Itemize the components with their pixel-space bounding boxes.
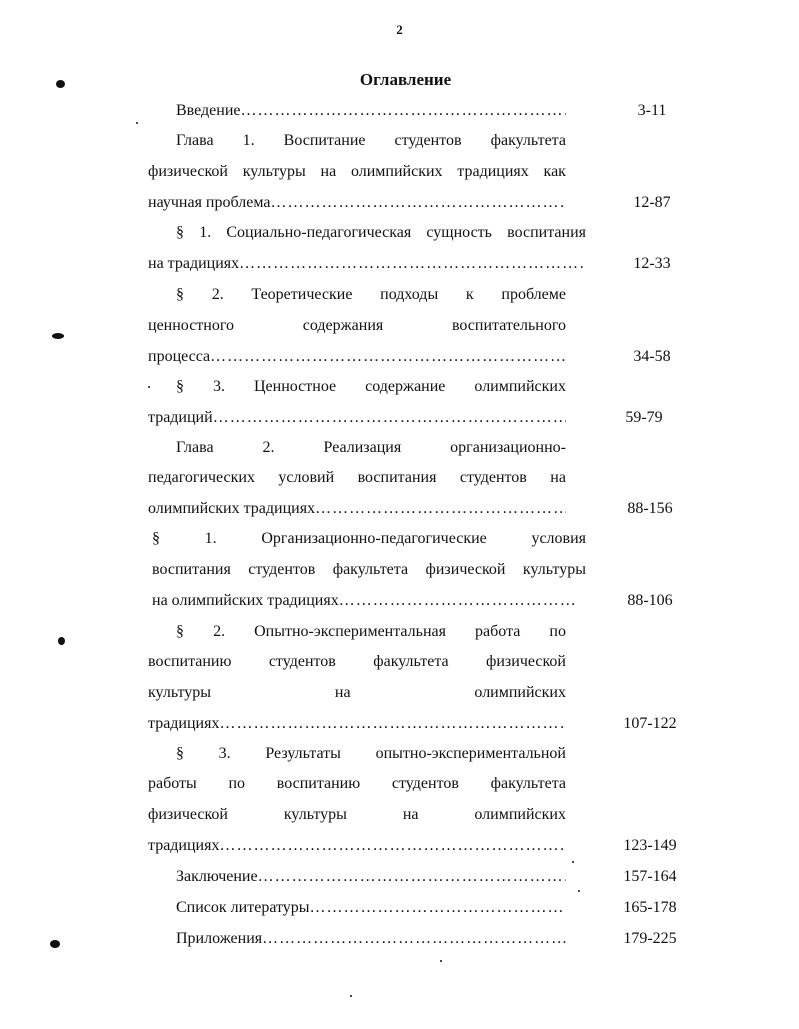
toc-word: воспитания [152, 561, 231, 578]
toc-word: факультета [332, 561, 409, 578]
toc-word: студентов [391, 775, 459, 792]
toc-entry-text [176, 222, 586, 244]
toc-word: воспитанию [148, 653, 232, 670]
scan-mark [52, 333, 64, 339]
toc-page-ref: 157-164 [623, 868, 677, 885]
toc-entry-text: научная проблема [148, 194, 271, 211]
toc-entry-section-2-1-line-1[interactable] [152, 528, 586, 550]
toc-word: содержание [365, 378, 446, 395]
toc-entry-text [148, 682, 566, 704]
toc-entry-section-2-3-line-3 [148, 804, 566, 826]
toc-word: культуры [242, 163, 306, 180]
toc-word: Организационно-педагогические [261, 530, 487, 547]
toc-entry-text [176, 621, 566, 643]
toc-word: олимпийских [474, 684, 566, 701]
toc-word: по [549, 623, 566, 640]
toc-word: на [334, 684, 351, 701]
scan-mark [58, 637, 65, 645]
scan-mark [50, 940, 60, 948]
toc-entry-chapter-2-line-3[interactable] [148, 498, 566, 520]
toc-entry-chapter-1-line-3[interactable] [148, 192, 566, 214]
toc-entry-section-1-1-line-1[interactable] [176, 222, 586, 244]
toc-entry-text [176, 284, 566, 306]
toc-entry-label: Приложения [176, 930, 263, 947]
toc-entry-text [176, 376, 566, 398]
toc-word: студентов [268, 653, 336, 670]
toc-word: Социально-педагогическая [226, 224, 412, 241]
toc-page-ref: 59-79 [625, 409, 663, 426]
page-number: 2 [396, 22, 403, 37]
toc-word: студентов [248, 561, 316, 578]
scan-mark [572, 861, 574, 863]
scan-mark [350, 995, 352, 997]
toc-entry-text: традициях [148, 715, 220, 732]
toc-entry-introduction[interactable] [176, 100, 566, 122]
toc-entry-section-2-2-line-2 [148, 651, 566, 673]
toc-word: к [465, 286, 474, 303]
toc-word: ценностного [148, 317, 235, 334]
toc-word: традициях [457, 163, 529, 180]
toc-word: факультета [490, 132, 566, 149]
toc-page-ref: 107-122 [623, 715, 677, 732]
toc-entry-section-1-1-line-2[interactable] [148, 253, 584, 275]
toc-word: работа [475, 623, 521, 640]
toc-entry-section-2-3-line-4[interactable] [148, 835, 566, 857]
toc-entry-text [148, 315, 566, 337]
toc-entry-text: традициях [148, 837, 220, 854]
toc-word: студентов [394, 132, 462, 149]
toc-word: подходы [380, 286, 439, 303]
toc-entry-text [176, 743, 566, 765]
toc-entry-text [152, 559, 586, 581]
toc-word: культуры [283, 806, 347, 823]
toc-entry-appendices[interactable] [176, 928, 566, 950]
toc-word: по [228, 775, 246, 792]
toc-entry-section-2-2-line-4[interactable] [148, 713, 566, 735]
toc-page-ref: 88-106 [627, 592, 673, 609]
toc-entry-label: Введение [176, 102, 241, 119]
toc-entry-text [148, 467, 566, 489]
toc-page-ref: 123-149 [623, 837, 677, 854]
toc-entry-label: Заключение [176, 868, 258, 885]
toc-word: 3. [218, 745, 231, 762]
toc-entry-chapter-1-line-2 [148, 161, 566, 183]
toc-word: Реализация [323, 439, 402, 456]
toc-word: условия [531, 530, 586, 547]
toc-word: опытно-экспериментальной [375, 745, 566, 762]
toc-entry-section-2-2-line-1[interactable] [176, 621, 566, 643]
toc-entry-text: на олимпийских традициях [152, 592, 339, 609]
toc-word: культуры [148, 684, 212, 701]
toc-entry-bibliography[interactable] [176, 897, 566, 919]
toc-entry-text: олимпийских традициях [148, 500, 316, 517]
toc-word: 2. [211, 286, 224, 303]
toc-page-ref: 179-225 [623, 930, 677, 947]
toc-entry-text: процесса [148, 348, 211, 365]
toc-entry-text [148, 773, 566, 795]
toc-entry-section-1-2-line-3[interactable] [148, 346, 566, 368]
toc-word: Воспитание [283, 132, 366, 149]
toc-entry-section-1-2-line-2 [148, 315, 566, 337]
toc-word: сущность [426, 224, 492, 241]
toc-word: 1. [199, 224, 212, 241]
toc-word: олимпийских [474, 378, 566, 395]
toc-word: § [176, 378, 184, 395]
toc-page-ref: 12-87 [633, 194, 671, 211]
toc-word: как [543, 163, 566, 180]
toc-word: Глава [176, 132, 214, 149]
toc-entry-text [176, 130, 566, 152]
toc-word: культуры [522, 561, 586, 578]
page-title: Оглавление [359, 70, 452, 89]
toc-entry-text [176, 437, 566, 459]
toc-entry-section-1-3-line-1[interactable] [176, 376, 566, 398]
scan-mark [56, 80, 65, 88]
toc-word: 1. [242, 132, 255, 149]
toc-word: содержания [302, 317, 384, 334]
toc-entry-text: традиций [148, 409, 213, 426]
toc-entry-chapter-2-line-1[interactable] [176, 437, 566, 459]
toc-page-ref: 88-156 [627, 500, 673, 517]
toc-entry-conclusion[interactable] [176, 866, 566, 888]
toc-word: педагогических [148, 469, 255, 486]
toc-word: физической [486, 653, 566, 670]
toc-entry-section-2-2-line-3 [148, 682, 566, 704]
toc-entry-section-2-3-line-1[interactable] [176, 743, 566, 765]
toc-entry-text [152, 528, 586, 550]
toc-word: условий [278, 469, 335, 486]
toc-word: 2. [213, 623, 226, 640]
toc-word: воспитания [357, 469, 437, 486]
toc-word: § [176, 286, 184, 303]
toc-page-ref: 12-33 [633, 255, 671, 272]
toc-word: Ценностное [254, 378, 337, 395]
toc-word: воспитанию [276, 775, 361, 792]
scan-mark [136, 122, 138, 124]
toc-entry-text [148, 161, 566, 183]
toc-word: Теоретические [251, 286, 353, 303]
toc-entry-text [148, 804, 566, 826]
scan-mark [148, 386, 150, 388]
toc-word: физической [148, 163, 228, 180]
toc-entry-label: Список литературы [176, 899, 310, 916]
toc-word: проблеме [501, 286, 566, 303]
toc-page-ref: 3-11 [637, 102, 667, 119]
toc-word: факультета [490, 775, 566, 792]
toc-entry-section-1-2-line-1[interactable] [176, 284, 566, 306]
toc-word: § [176, 745, 184, 762]
toc-word: факультета [373, 653, 449, 670]
toc-word: воспитания [507, 224, 586, 241]
scan-mark [440, 960, 442, 962]
toc-entry-text [148, 651, 566, 673]
toc-page-ref: 34-58 [633, 348, 671, 365]
toc-word: § [176, 623, 184, 640]
toc-entry-chapter-2-line-2 [148, 467, 566, 489]
toc-word: олимпийских [474, 806, 566, 823]
toc-word: § [152, 530, 160, 547]
toc-word: физической [148, 806, 228, 823]
toc-entry-section-2-3-line-2 [148, 773, 566, 795]
toc-entry-section-2-1-line-2 [152, 559, 586, 581]
toc-word: организационно- [450, 439, 566, 456]
toc-word: на [402, 806, 419, 823]
toc-page-ref: 165-178 [623, 899, 677, 916]
toc-word: Опытно-экспериментальная [254, 623, 446, 640]
toc-entry-chapter-1-line-1[interactable] [176, 130, 566, 152]
toc-word: 2. [262, 439, 275, 456]
toc-word: на [550, 469, 566, 486]
scan-mark [578, 890, 580, 892]
toc-word: воспитательного [451, 317, 566, 334]
toc-word: физической [425, 561, 506, 578]
toc-word: студентов [459, 469, 527, 486]
toc-word: 1. [204, 530, 217, 547]
toc-word: олимпийских [350, 163, 443, 180]
toc-entry-text: на традициях [148, 255, 240, 272]
toc-word: § [176, 224, 184, 241]
toc-word: 3. [213, 378, 225, 395]
toc-word: работы [148, 775, 197, 792]
toc-word: Глава [176, 439, 214, 456]
toc-word: на [320, 163, 337, 180]
toc-entry-section-1-3-line-2[interactable] [148, 407, 566, 429]
toc-entry-section-2-1-line-3[interactable] [152, 590, 576, 612]
toc-word: Результаты [265, 745, 341, 762]
